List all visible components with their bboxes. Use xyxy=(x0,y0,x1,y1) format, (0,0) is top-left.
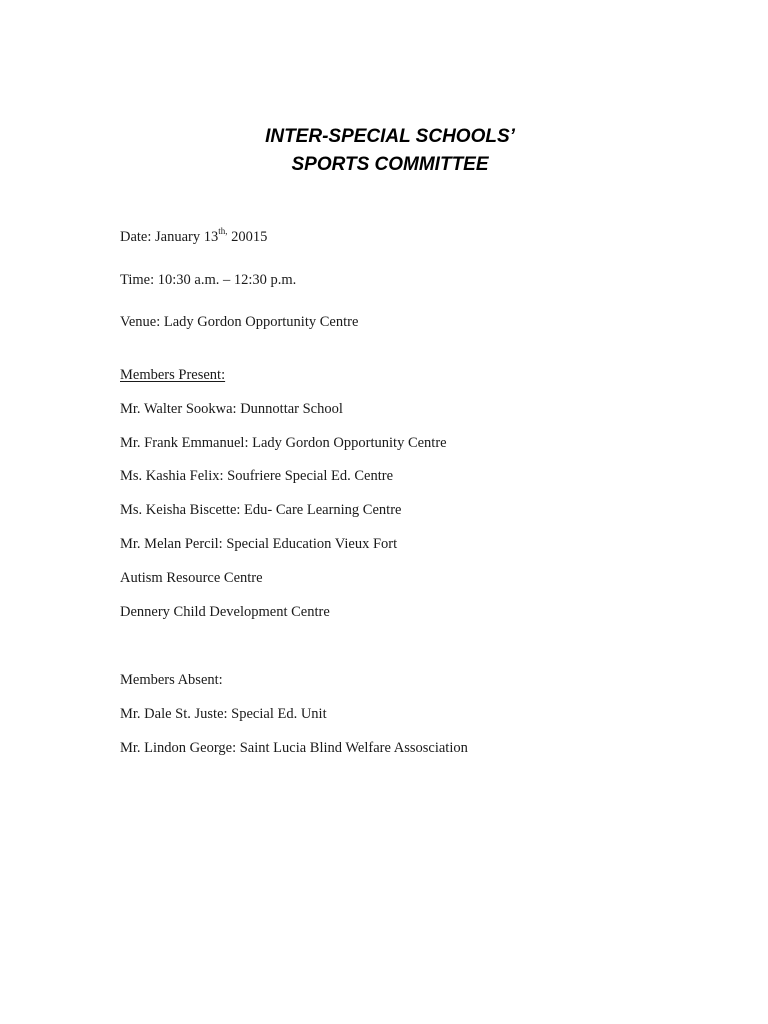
members-present-item: Ms. Kashia Felix: Soufriere Special Ed. Centre xyxy=(120,468,394,484)
members-present-item: Mr. Melan Percil: Special Education Vieux Fort xyxy=(120,536,398,552)
members-present-item: Dennery Child Development Centre xyxy=(120,604,330,620)
meeting-time: Time: 10:30 a.m. – 12:30 p.m. xyxy=(120,272,297,288)
members-absent-item: Mr. Dale St. Juste: Special Ed. Unit xyxy=(120,706,327,722)
document-title-line-1: INTER-SPECIAL SCHOOLS’ xyxy=(265,126,515,147)
members-present-item: Autism Resource Centre xyxy=(120,570,263,586)
meeting-date-ordinal: th, xyxy=(218,226,228,237)
members-present-heading: Members Present: xyxy=(120,367,226,383)
meeting-venue: Venue: Lady Gordon Opportunity Centre xyxy=(120,314,359,330)
meeting-date-year: 20015 xyxy=(227,229,268,245)
members-absent-item: Mr. Lindon George: Saint Lucia Blind Welfare Assosciation xyxy=(120,740,468,756)
members-present-item: Mr. Frank Emmanuel: Lady Gordon Opportunity Centre xyxy=(120,435,447,451)
meeting-date-text: Date: January 13 xyxy=(120,229,219,245)
members-absent-heading: Members Absent: xyxy=(120,672,223,688)
members-present-item: Mr. Walter Sookwa: Dunnottar School xyxy=(120,401,343,417)
document-title-line-2: SPORTS COMMITTEE xyxy=(291,154,489,175)
meeting-date xyxy=(120,228,267,246)
members-present-item: Ms. Keisha Biscette: Edu- Care Learning Centre xyxy=(120,502,402,518)
